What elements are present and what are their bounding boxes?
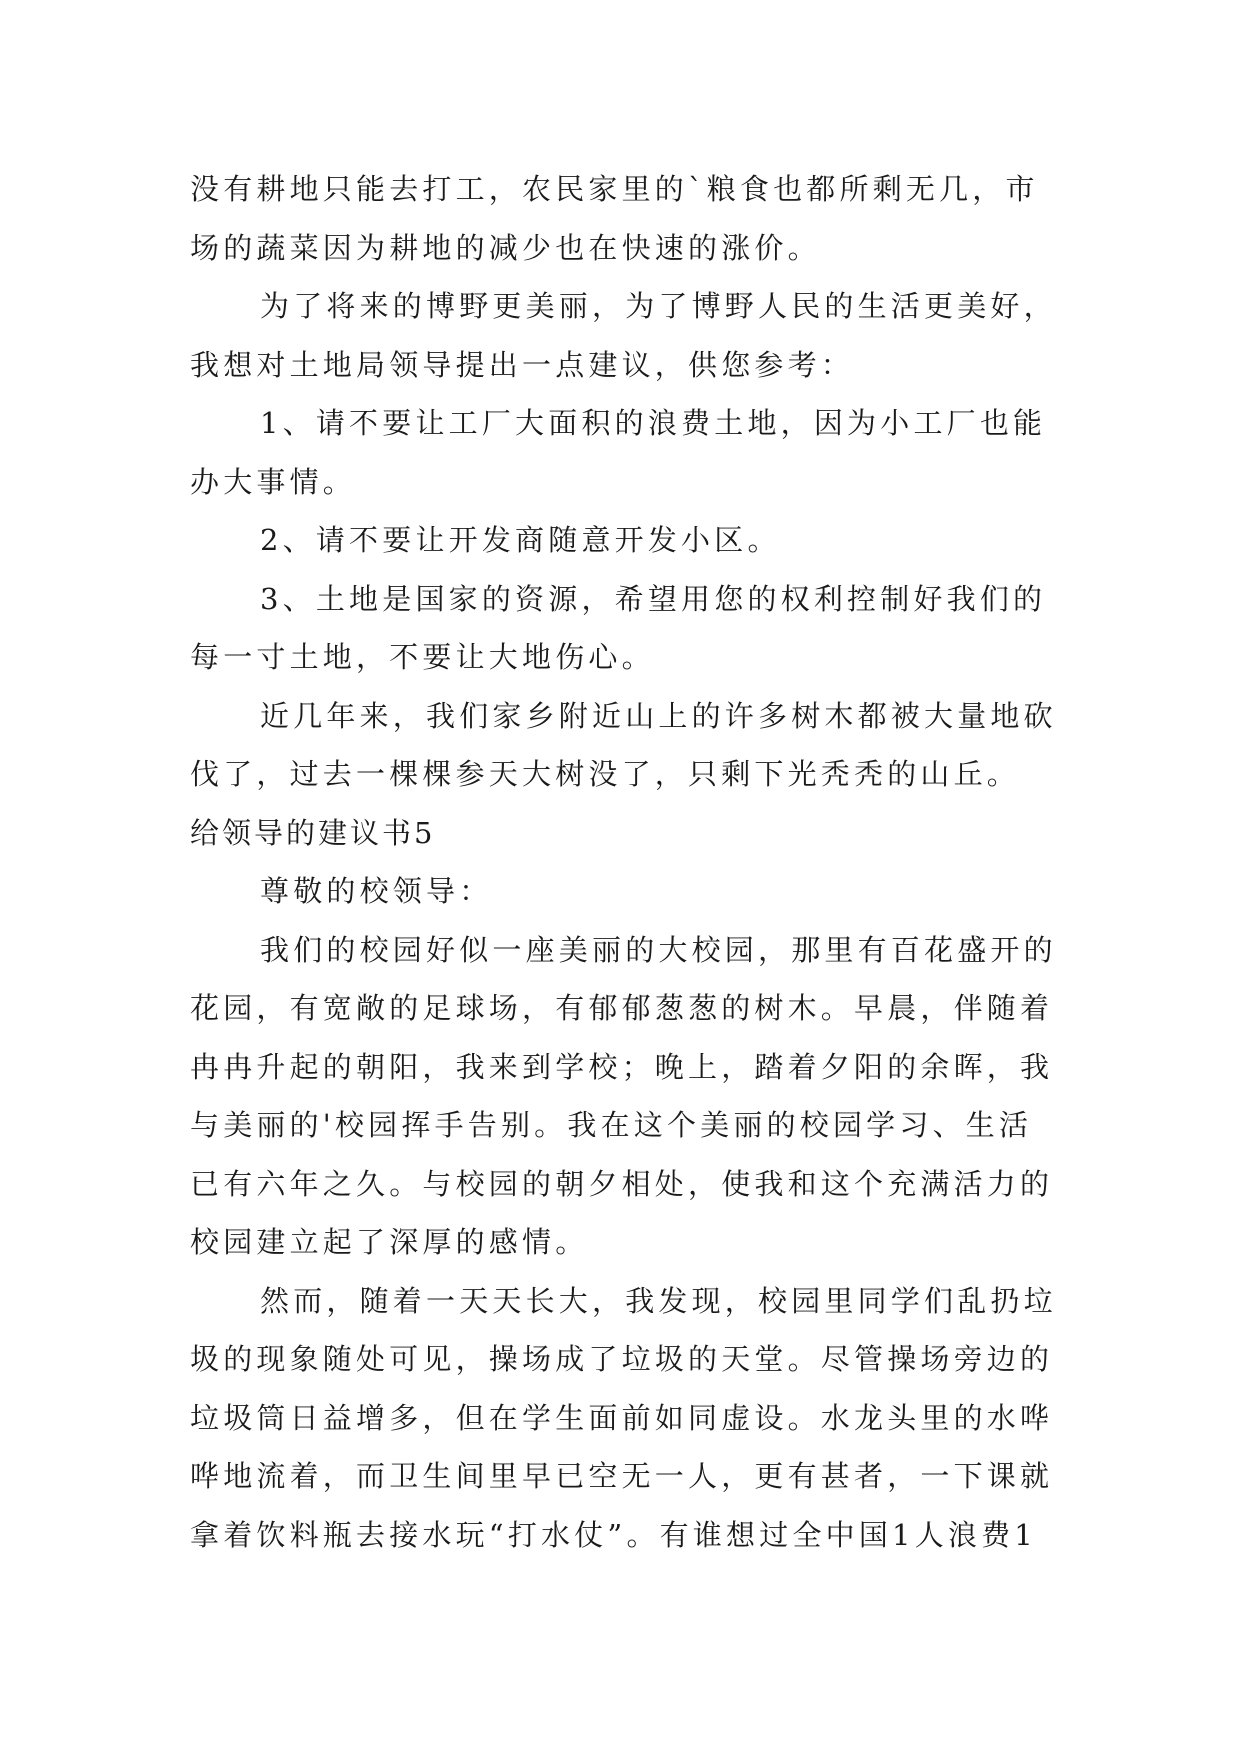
paragraph-line: 垃圾筒日益增多，但在学生面前如同虚设。水龙头里的水哗: [190, 1400, 1054, 1435]
paragraph-line: 圾的现象随处可见，操场成了垃圾的天堂。尽管操场旁边的: [190, 1342, 1054, 1376]
paragraph-line: 为了将来的博野更美丽，为了博野人民的生活更美好，: [260, 289, 1057, 323]
paragraph-line: 花园，有宽敞的足球场，有郁郁葱葱的树木。早晨，伴随着: [190, 991, 1054, 1025]
paragraph-line: 与美丽的'校园挥手告别。我在这个美丽的校园学习、生活: [190, 1108, 1033, 1142]
paragraph-line: 近几年来，我们家乡附近山上的许多树木都被大量地砍: [260, 698, 1057, 733]
list-item-line: 3、土地是国家的资源，希望用您的权利控制好我们的: [260, 581, 1047, 616]
list-item-line: 2、请不要让开发商随意开发小区。: [260, 523, 781, 557]
list-item-line: 办大事情。: [190, 464, 357, 499]
salutation: 尊敬的校领导：: [260, 874, 493, 908]
list-item-line: 每一寸土地，不要让大地伤心。: [190, 640, 655, 674]
paragraph-line: 哗地流着，而卫生间里早已空无一人，更有甚者，一下课就: [190, 1459, 1054, 1493]
paragraph-line: 伐了，过去一棵棵参天大树没了，只剩下光秃秃的山丘。: [190, 757, 1021, 791]
paragraph-line: 校园建立起了深厚的感情。: [190, 1225, 589, 1259]
paragraph-line: 冉冉升起的朝阳，我来到学校；晚上，踏着夕阳的余晖，我: [190, 1049, 1054, 1084]
paragraph-line: 我想对土地局领导提出一点建议，供您参考：: [190, 347, 855, 382]
section-heading: 给领导的建议书5: [190, 815, 436, 850]
paragraph-line: 我们的校园好似一座美丽的大校园，那里有百花盛开的: [260, 932, 1057, 967]
paragraph-line: 拿着饮料瓶去接水玩“打水仗”。有谁想过全中国1人浪费1: [190, 1517, 1037, 1552]
document-body: [190, 160, 1070, 1564]
paragraph-line: 已有六年之久。与校园的朝夕相处，使我和这个充满活力的: [190, 1166, 1054, 1201]
list-item-line: 1、请不要让工厂大面积的浪费土地，因为小工厂也能: [260, 406, 1047, 440]
paragraph-line: 没有耕地只能去打工，农民家里的`粮食也都所剩无几，市: [190, 172, 1039, 206]
paragraph-line: 场的蔬菜因为耕地的减少也在快速的涨价。: [190, 230, 821, 265]
paragraph-line: 然而，随着一天天长大，我发现，校园里同学们乱扔垃: [260, 1283, 1057, 1318]
